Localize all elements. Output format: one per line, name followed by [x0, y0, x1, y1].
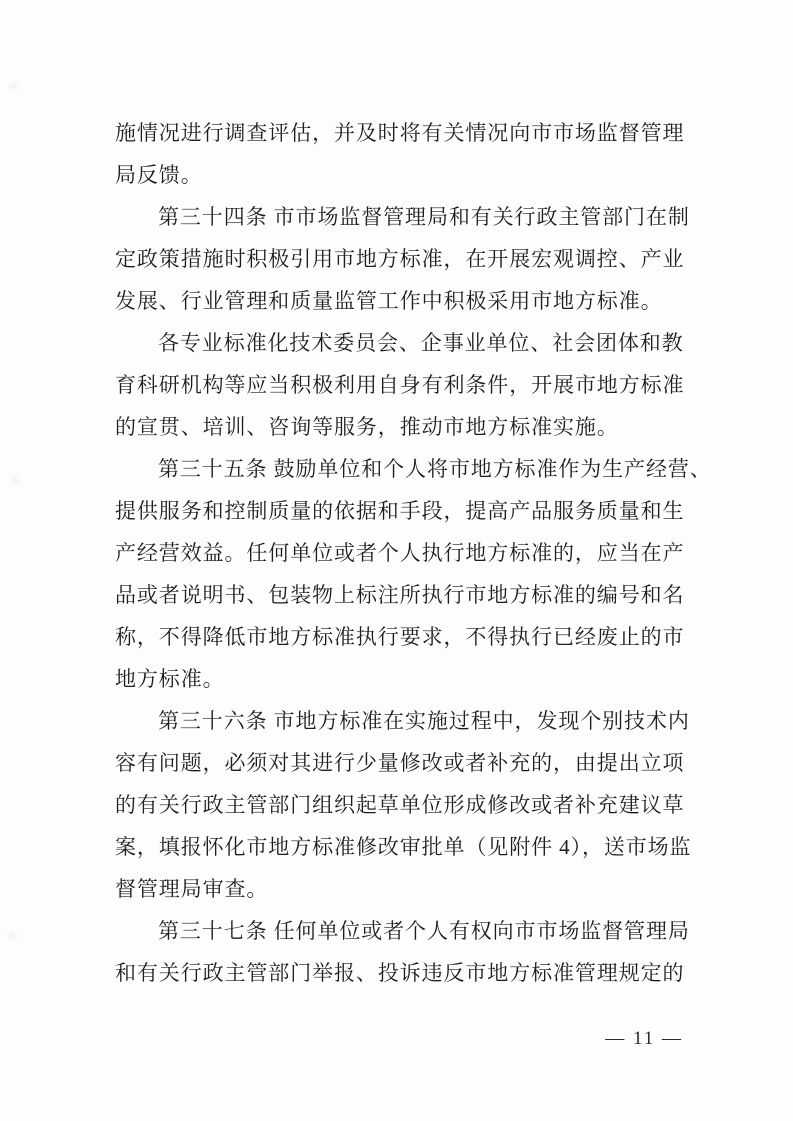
scan-smudge: [9, 933, 16, 938]
text-line: 产经营效益。任何单位或者个人执行地方标准的，应当在产: [115, 541, 685, 565]
text-line-article-36: 第三十六条 市地方标准在实施过程中，发现个别技术内: [158, 709, 690, 733]
text-line: 定政策措施时积极引用市地方标准，在开展宏观调控、产业: [115, 247, 685, 271]
text-line: 提供服务和控制质量的依据和手段，提高产品服务质量和生: [115, 499, 685, 523]
text-line: 和有关行政主管部门举报、投诉违反市地方标准管理规定的: [115, 961, 685, 985]
document-body: [115, 112, 712, 994]
text-line: 各专业标准化技术委员会、企事业单位、社会团体和教: [158, 331, 684, 355]
text-line-article-37: 第三十七条 任何单位或者个人有权向市市场监督管理局: [158, 919, 690, 943]
text-line: 局反馈。: [115, 163, 203, 187]
text-line: 督管理局审查。: [115, 877, 269, 901]
text-line: 称，不得降低市地方标准执行要求，不得执行已经废止的市: [115, 625, 685, 649]
scan-smudge: [10, 84, 17, 89]
text-line: 的宣贯、培训、咨询等服务，推动市地方标准实施。: [115, 415, 619, 439]
text-line: 地方标准。: [115, 667, 225, 691]
text-line: 施情况进行调查评估，并及时将有关情况向市市场监督管理: [115, 121, 685, 145]
text-line: 育科研机构等应当积极利用自身有利条件，开展市地方标准: [115, 373, 685, 397]
text-line: 的有关行政主管部门组织起草单位形成修改或者补充建议草: [115, 793, 685, 817]
text-line: 案，填报怀化市地方标准修改审批单（见附件 4），送市场监: [115, 835, 692, 859]
page-number: — 11 —: [605, 1028, 683, 1049]
page-footer: [0, 1024, 683, 1054]
text-line: 容有问题，必须对其进行少量修改或者补充的，由提出立项: [115, 751, 685, 775]
text-line: 发展、行业管理和质量监管工作中积极采用市地方标准。: [115, 289, 663, 313]
text-line: 品或者说明书、包装物上标注所执行市地方标准的编号和名: [115, 583, 685, 607]
scan-smudge: [12, 478, 18, 484]
text-line-article-34: 第三十四条 市市场监督管理局和有关行政主管部门在制: [158, 205, 690, 229]
text-line-article-35: 第三十五条 鼓励单位和个人将市地方标准作为生产经营、: [158, 457, 712, 481]
